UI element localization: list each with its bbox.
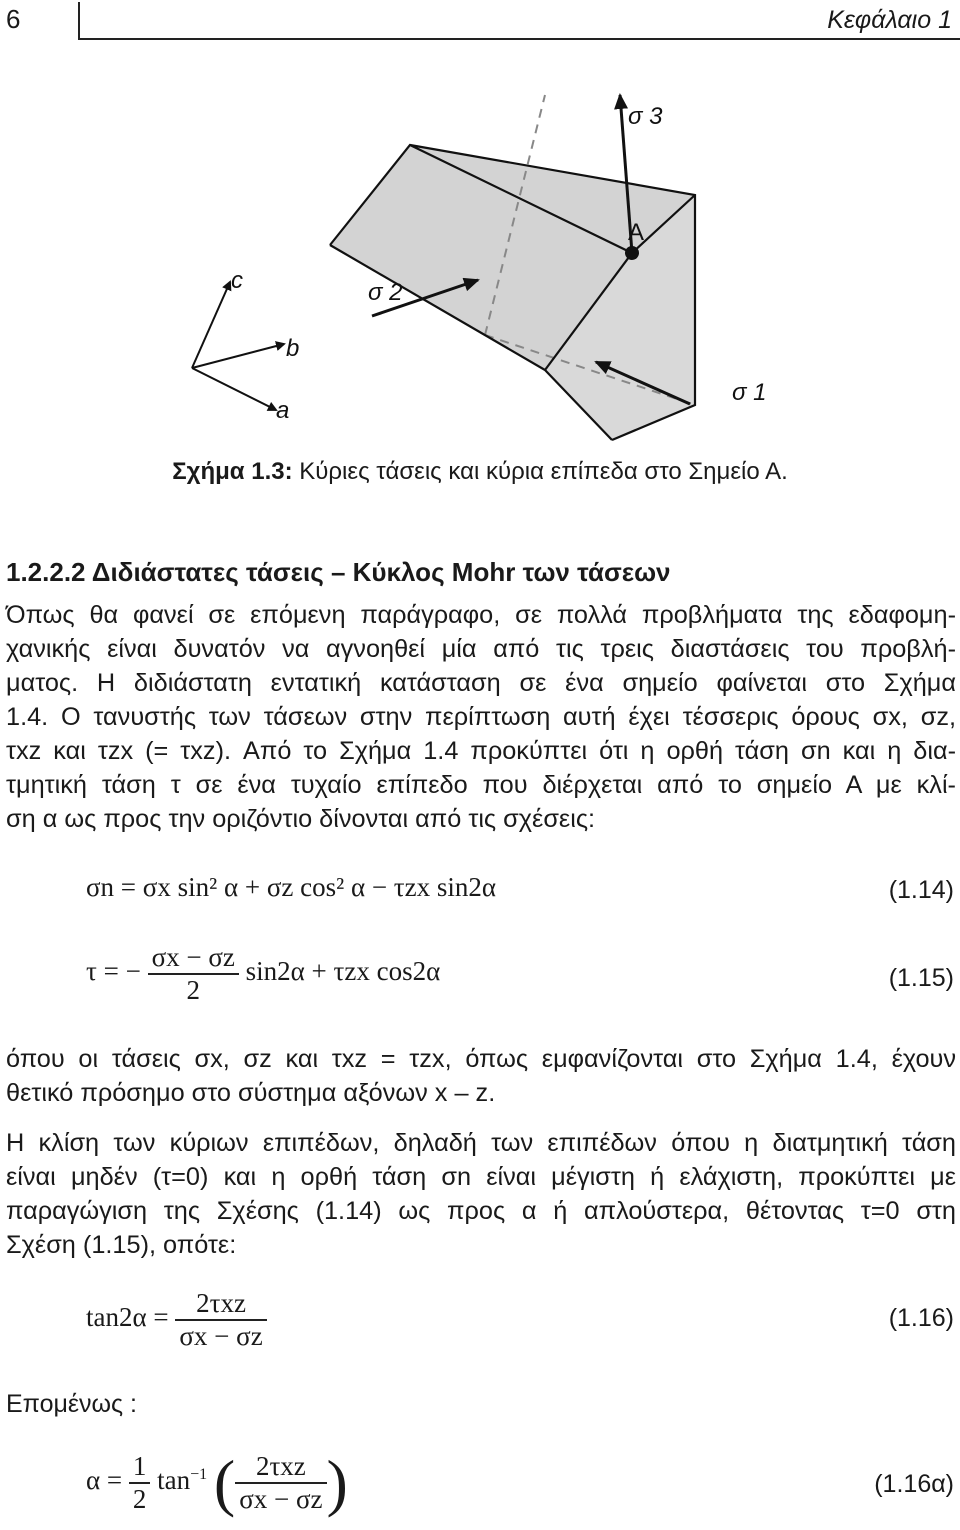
eq115-denominator: 2 [186, 975, 200, 1005]
p1-line: τxz και τzx (= τxz). Από το Σχήμα 1.4 προκύπτει ότι η ορθή τάση σn και η δια- [6, 737, 956, 765]
p1-line: ματος. Η διδιάστατη εντατική κατάσταση σε ένα σημείο φαίνεται στο Σχήμα [6, 669, 956, 697]
eq115-lhs: τ = − [86, 956, 141, 987]
p1-line: 1.4. Ο τανυστής των τάσεων στην περίπτωση αυτή έχει τέσσερις όρους σx, σz, [6, 703, 956, 731]
label-sigma3: σ 3 [628, 103, 663, 130]
p3-line: παραγώγιση της Σχέσης (1.14) ως προς α ή απλούστερα, θέτοντας τ=0 στη [6, 1197, 956, 1225]
equation-1-16a [86, 1446, 348, 1520]
eq115-rhs: sin2α + τzx cos2α [245, 956, 441, 987]
p3-line: είναι μηδέν (τ=0) και η ορθή τάση σn είναι μέγιστη ή ελάχιστη, προκύπτει με [6, 1163, 956, 1191]
eq116a-tan: tan [157, 1465, 191, 1496]
label-A: A [628, 219, 645, 246]
eq116a-lhs: α = [86, 1465, 123, 1496]
equation-1-14: σn = σx sin² α + σz cos² α − τzx sin2α [86, 872, 497, 902]
p1-line: τμητική τάση τ σε ένα τυχαίο επίπεδο που διέρχεται από το σημείο Α με κλί- [6, 771, 956, 799]
principal-stress-figure [150, 90, 800, 450]
p1-line: χανικής είναι δυνατόν να αγνοηθεί μία από τις τρεις διαστάσεις του προβλή- [6, 635, 956, 663]
page-number: 6 [6, 4, 21, 34]
coordinate-axes [192, 282, 284, 410]
eq115-fraction [148, 942, 239, 1006]
point-A [625, 246, 639, 260]
eq116a-half-num: 1 [129, 1451, 151, 1484]
label-a: a [276, 397, 290, 424]
label-c: c [231, 267, 243, 294]
equation-number-1-15: (1.15) [888, 964, 954, 992]
p3-line: Η κλίση των κύριων επιπέδων, δηλαδή των επιπέδων όπου η διατμητική τάση [6, 1129, 956, 1157]
eq116a-denominator: σx − σz [239, 1484, 323, 1514]
label-sigma1: σ 1 [732, 379, 767, 406]
right-paren: ) [326, 1447, 348, 1518]
p1-line: ση α ως προς την οριζόντιο δίνονται από τις σχέσεις: [6, 805, 596, 833]
paragraph-2 [6, 1042, 956, 1110]
paragraph-3 [6, 1126, 956, 1262]
eq116a-inverse: −1 [190, 1466, 208, 1484]
caption-text: Κύριες τάσεις και κύρια επίπεδα στο Σημείο Α. [292, 458, 788, 485]
equation-number-1-16a: (1.16α) [874, 1470, 954, 1498]
label-b: b [286, 335, 300, 362]
chapter-title: Κεφάλαιο 1 [827, 6, 952, 34]
p3-line: Σχέση (1.15), οπότε: [6, 1231, 237, 1259]
eq116-lhs: tan2α = [86, 1302, 169, 1333]
p2-line: θετικό πρόσημο στο σύστημα αξόνων x – z. [6, 1079, 496, 1107]
header-rule [78, 38, 960, 40]
section-heading: 1.2.2.2 Διδιάστατες τάσεις – Κύκλος Mohr των τάσεων [6, 557, 671, 587]
equation-1-16 [86, 1288, 267, 1352]
eq116a-half [129, 1451, 151, 1515]
eq116a-fraction [235, 1451, 326, 1515]
equation-number-1-16: (1.16) [888, 1304, 954, 1332]
therefore-label: Επομένως : [6, 1390, 137, 1418]
left-paren: ( [213, 1447, 236, 1518]
eq115-numerator: σx − σz [148, 942, 239, 975]
label-sigma2: σ 2 [368, 279, 403, 306]
eq116-denominator: σx − σz [179, 1321, 263, 1351]
paragraph-1 [6, 598, 956, 836]
p1-line: Όπως θα φανεί σε επόμενη παράγραφο, σε πολλά προβλήματα της εδαφομη- [6, 601, 956, 629]
equation-1-15 [86, 942, 440, 1006]
header-divider [78, 2, 80, 40]
eq116a-half-den: 2 [132, 1484, 147, 1514]
figure-caption [0, 458, 960, 486]
caption-label: Σχήμα 1.3: [172, 458, 293, 485]
p2-line: όπου οι τάσεις σx, σz και τxz = τzx, όπως εμφανίζονται στο Σχήμα 1.4, έχουν [6, 1045, 956, 1073]
eq116-numerator: 2τxz [175, 1288, 266, 1321]
equation-number-1-14: (1.14) [888, 876, 954, 904]
eq116-fraction [175, 1288, 266, 1352]
eq116a-numerator: 2τxz [235, 1451, 326, 1484]
